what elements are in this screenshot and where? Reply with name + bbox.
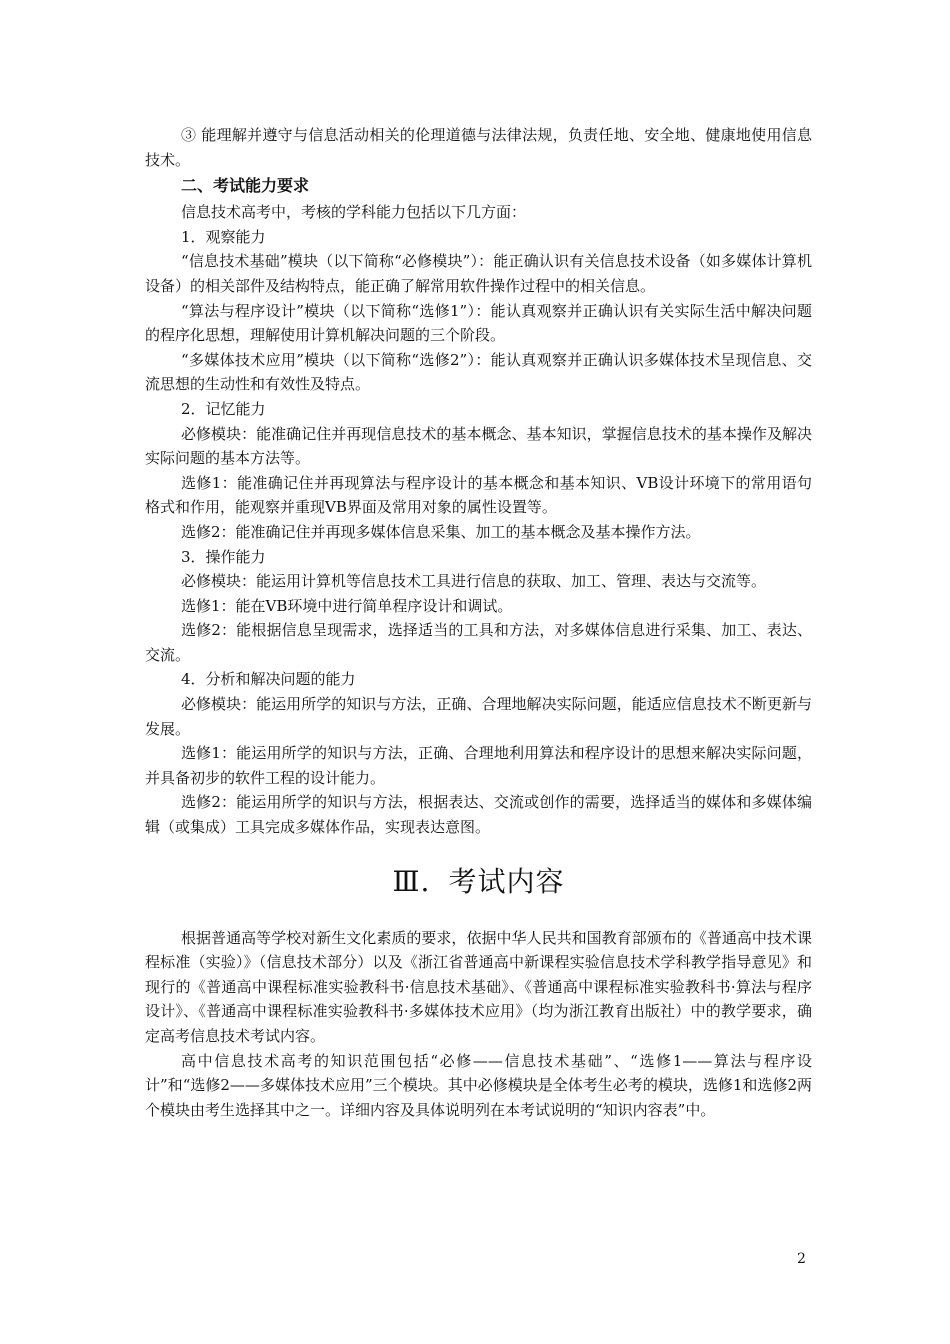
ability-paragraph: 选修1：能准确记住并再现算法与程序设计的基本概念和基本知识、VB设计环境下的常用语句格式和作用，能观察并重现VB界面及常用对象的属性设置等。 — [145, 473, 812, 517]
ability-paragraph: 选修1：能在VB环境中进行简单程序设计和调试。 — [181, 596, 513, 615]
content-paragraph: 高中信息技术高考的知识范围包括“必修——信息技术基础”、“选修1——算法与程序设计”和“选修2——多媒体技术应用”三个模块。其中必修模块是全体考生必考的模块，选修1和选修2两个模块由考生选择其中之一。详细内容及具体说明列在本考试说明的“知识内容表”中。 — [145, 1051, 812, 1119]
chapter-number: Ⅲ. — [392, 864, 431, 898]
chapter-title-text: 考试内容 — [448, 864, 565, 898]
ability-paragraph: “算法与程序设计”模块（以下简称“选修1”）：能认真观察并正确认识有关实际生活中解决问题的程序化思想，理解使用计算机解决问题的三个阶段。 — [145, 301, 812, 345]
chapter-title — [145, 862, 812, 902]
ability-paragraph: 必修模块：能运用计算机等信息技术工具进行信息的获取、加工、管理、表达与交流等。 — [181, 572, 767, 591]
page-body — [145, 123, 812, 1122]
abilities-intro: 信息技术高考中，考核的学科能力包括以下几方面： — [181, 203, 527, 222]
content-paragraph: 根据普通高等学校对新生文化素质的要求，依据中华人民共和国教育部颁布的《普通高中技术课程标准（实验）》（信息技术部分）以及《浙江省普通高中新课程实验信息技术学科教学指导意见》和现行的《普通高中课程标准实验教科书·信息技术基础》、《普通高中课程标准实验教科书·算法与程序设计》、《普通高中课程标准实验教科书·多媒体技术应用》（均为浙江教育出版社）中的教学要求，确定高考信息技术考试内容。 — [145, 928, 812, 1045]
ability-paragraph: 必修模块：能准确记住并再现信息技术的基本概念、基本知识，掌握信息技术的基本操作及解决实际问题的基本方法等。 — [145, 424, 812, 468]
ability-heading: 2．记忆能力 — [181, 399, 266, 418]
ability-paragraph: “多媒体技术应用”模块（以下简称“选修2”）：能认真观察并正确认识多媒体技术呈现信息、交流思想的生动性和有效性及特点。 — [145, 350, 812, 394]
ability-paragraph: “信息技术基础”模块（以下简称“必修模块”）：能正确认识有关信息技术设备（如多媒体计算机设备）的相关部件及结构特点，能正确了解常用软件操作过程中的相关信息。 — [145, 252, 812, 295]
ability-heading: 3．操作能力 — [181, 547, 266, 566]
section-heading: 二、考试能力要求 — [181, 176, 310, 196]
page-number: 2 — [797, 1251, 806, 1267]
ability-heading: 1．观察能力 — [181, 227, 266, 246]
ability-paragraph: 必修模块：能运用所学的知识与方法，正确、合理地解决实际问题，能适应信息技术不断更新与发展。 — [145, 695, 812, 738]
ability-paragraph: 选修2：能准确记住并再现多媒体信息采集、加工的基本概念及基本操作方法。 — [181, 522, 701, 541]
ability-paragraph: 选修2：能根据信息呈现需求，选择适当的工具和方法，对多媒体信息进行采集、加工、表达、交流。 — [145, 621, 812, 664]
ethics-paragraph: ③ 能理解并遵守与信息活动相关的伦理道德与法律法规，负责任地、安全地、健康地使用信息技术。 — [145, 126, 812, 169]
ability-heading: 4．分析和解决问题的能力 — [181, 670, 356, 689]
ability-paragraph: 选修2：能运用所学的知识与方法，根据表达、交流或创作的需要，选择适当的媒体和多媒体编辑（或集成）工具完成多媒体作品，实现表达意图。 — [145, 793, 812, 837]
ability-paragraph: 选修1：能运用所学的知识与方法，正确、合理地利用算法和程序设计的思想来解决实际问题，并具备初步的软件工程的设计能力。 — [145, 744, 812, 787]
